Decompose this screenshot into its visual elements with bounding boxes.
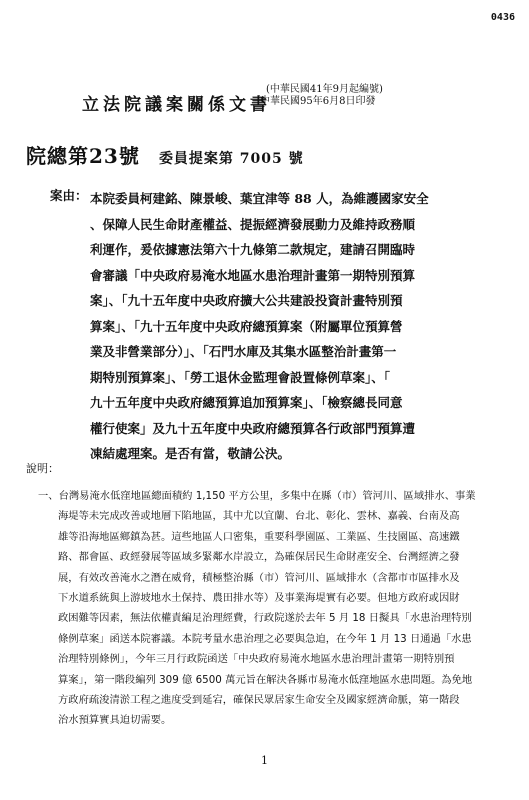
publication-print-date: 中華民國95年6月8日印發	[260, 96, 376, 107]
explanation-line: 展，有效改善淹水之潛在威脅，積極整治縣（市）管河川、區域排水（含都市市區排水及	[58, 571, 460, 584]
explanation-line: 下水道系統與上游坡地水土保持、農田排水等）及事業海堤實有必要。但地方政府或因財	[58, 592, 460, 605]
explanation-line: 路、都會區、政經發展等區域多緊鄰水岸設立，為確保居民生命財產安全、台灣經濟之發	[58, 551, 460, 564]
case-line: 權行使案」及九十五年度中央政府總預算各行政部門預算遭	[90, 420, 416, 436]
case-line: 業及非營業部分）」、「石門水庫及其集水區整治計畫第一	[90, 344, 397, 359]
explanation-line: 政困難等因素，無法依權責編足治理經費，行政院遂於去年 5 月 18 日擬具「水患治理特別	[58, 612, 472, 625]
case-line: 本院委員柯建銘、陳景峻、葉宜津等 88 人，為維護國家安全	[90, 191, 429, 206]
page-code: 0436	[490, 12, 515, 23]
case-section	[50, 186, 490, 467]
case-line: 利運作，爰依據憲法第六十九條第二款規定，建請召開臨時	[90, 242, 416, 257]
proposal-number: 委員提案第 7005 號	[158, 151, 304, 167]
explanation-text	[38, 486, 508, 731]
explanation-line: 治理特別條例」，今年三月行政院函送「中央政府易淹水地區水患治理計畫第一期特別預	[58, 653, 455, 666]
explanation-line: 一、台灣易淹水低窪地區總面積約 1,150 平方公里，多集中在縣（市）管河川、區域排水、事業	[38, 490, 476, 502]
case-line: 算案」、「九十五年度中央政府總預算案（附屬單位預算營	[90, 318, 403, 334]
explanation-line: 海堤等未完成改善或地層下陷地區，其中尤以宜蘭、台北、彰化、雲林、嘉義、台南及高	[58, 510, 460, 523]
explanation-line: 方政府疏浚清淤工程之進度受到延宕，確保民眾居家生命安全及國家經濟命脈，第一階段	[58, 694, 460, 707]
publication-info	[260, 84, 383, 108]
page-number: 1	[261, 754, 268, 767]
explanation-label: 說明：	[26, 462, 59, 475]
document-header	[82, 84, 512, 120]
explanation-line: 算案」，第一階段編列 309 億 6500 萬元旨在解決各縣市易淹水低窪地區水患問題。為免地	[58, 673, 473, 686]
explanation-line: 治水預算實具迫切需要。	[58, 714, 172, 727]
explanation-line: 雄等沿海地區鄉鎮為甚。這些地區人口密集，重要科學園區、工業區、生技園區、高速鐵	[58, 530, 460, 543]
explanation-line: 條例草案」函送本院審議。本院考量水患治理之必要與急迫，在今年 1 月 13 日通過「水患	[58, 632, 472, 645]
document-title: 立法院議案關係文書	[82, 95, 271, 115]
case-label: 案由：	[50, 188, 88, 203]
case-line: 、保障人民生命財產權益、提振經濟發展動力及維持政務順	[90, 216, 416, 232]
case-line: 會審議「中央政府易淹水地區水患治理計畫第一期特別預算	[90, 267, 416, 283]
case-line: 九十五年度中央政府總預算追加預算案」、「檢察總長同意	[90, 395, 403, 410]
case-line: 凍結處理案。是否有當，敬請公決。	[90, 446, 291, 461]
case-line: 期特別預算案」、「勞工退休金監理會設置條例草案」、「	[90, 369, 391, 385]
case-line: 案」、「九十五年度中央政府擴大公共建設投資計畫特別預	[90, 293, 403, 308]
publication-numbering-note: (中華民國41年9月起編號)	[266, 84, 383, 95]
general-number: 院總第23號	[26, 144, 140, 168]
document-number-line	[26, 140, 304, 169]
case-text	[90, 186, 490, 467]
